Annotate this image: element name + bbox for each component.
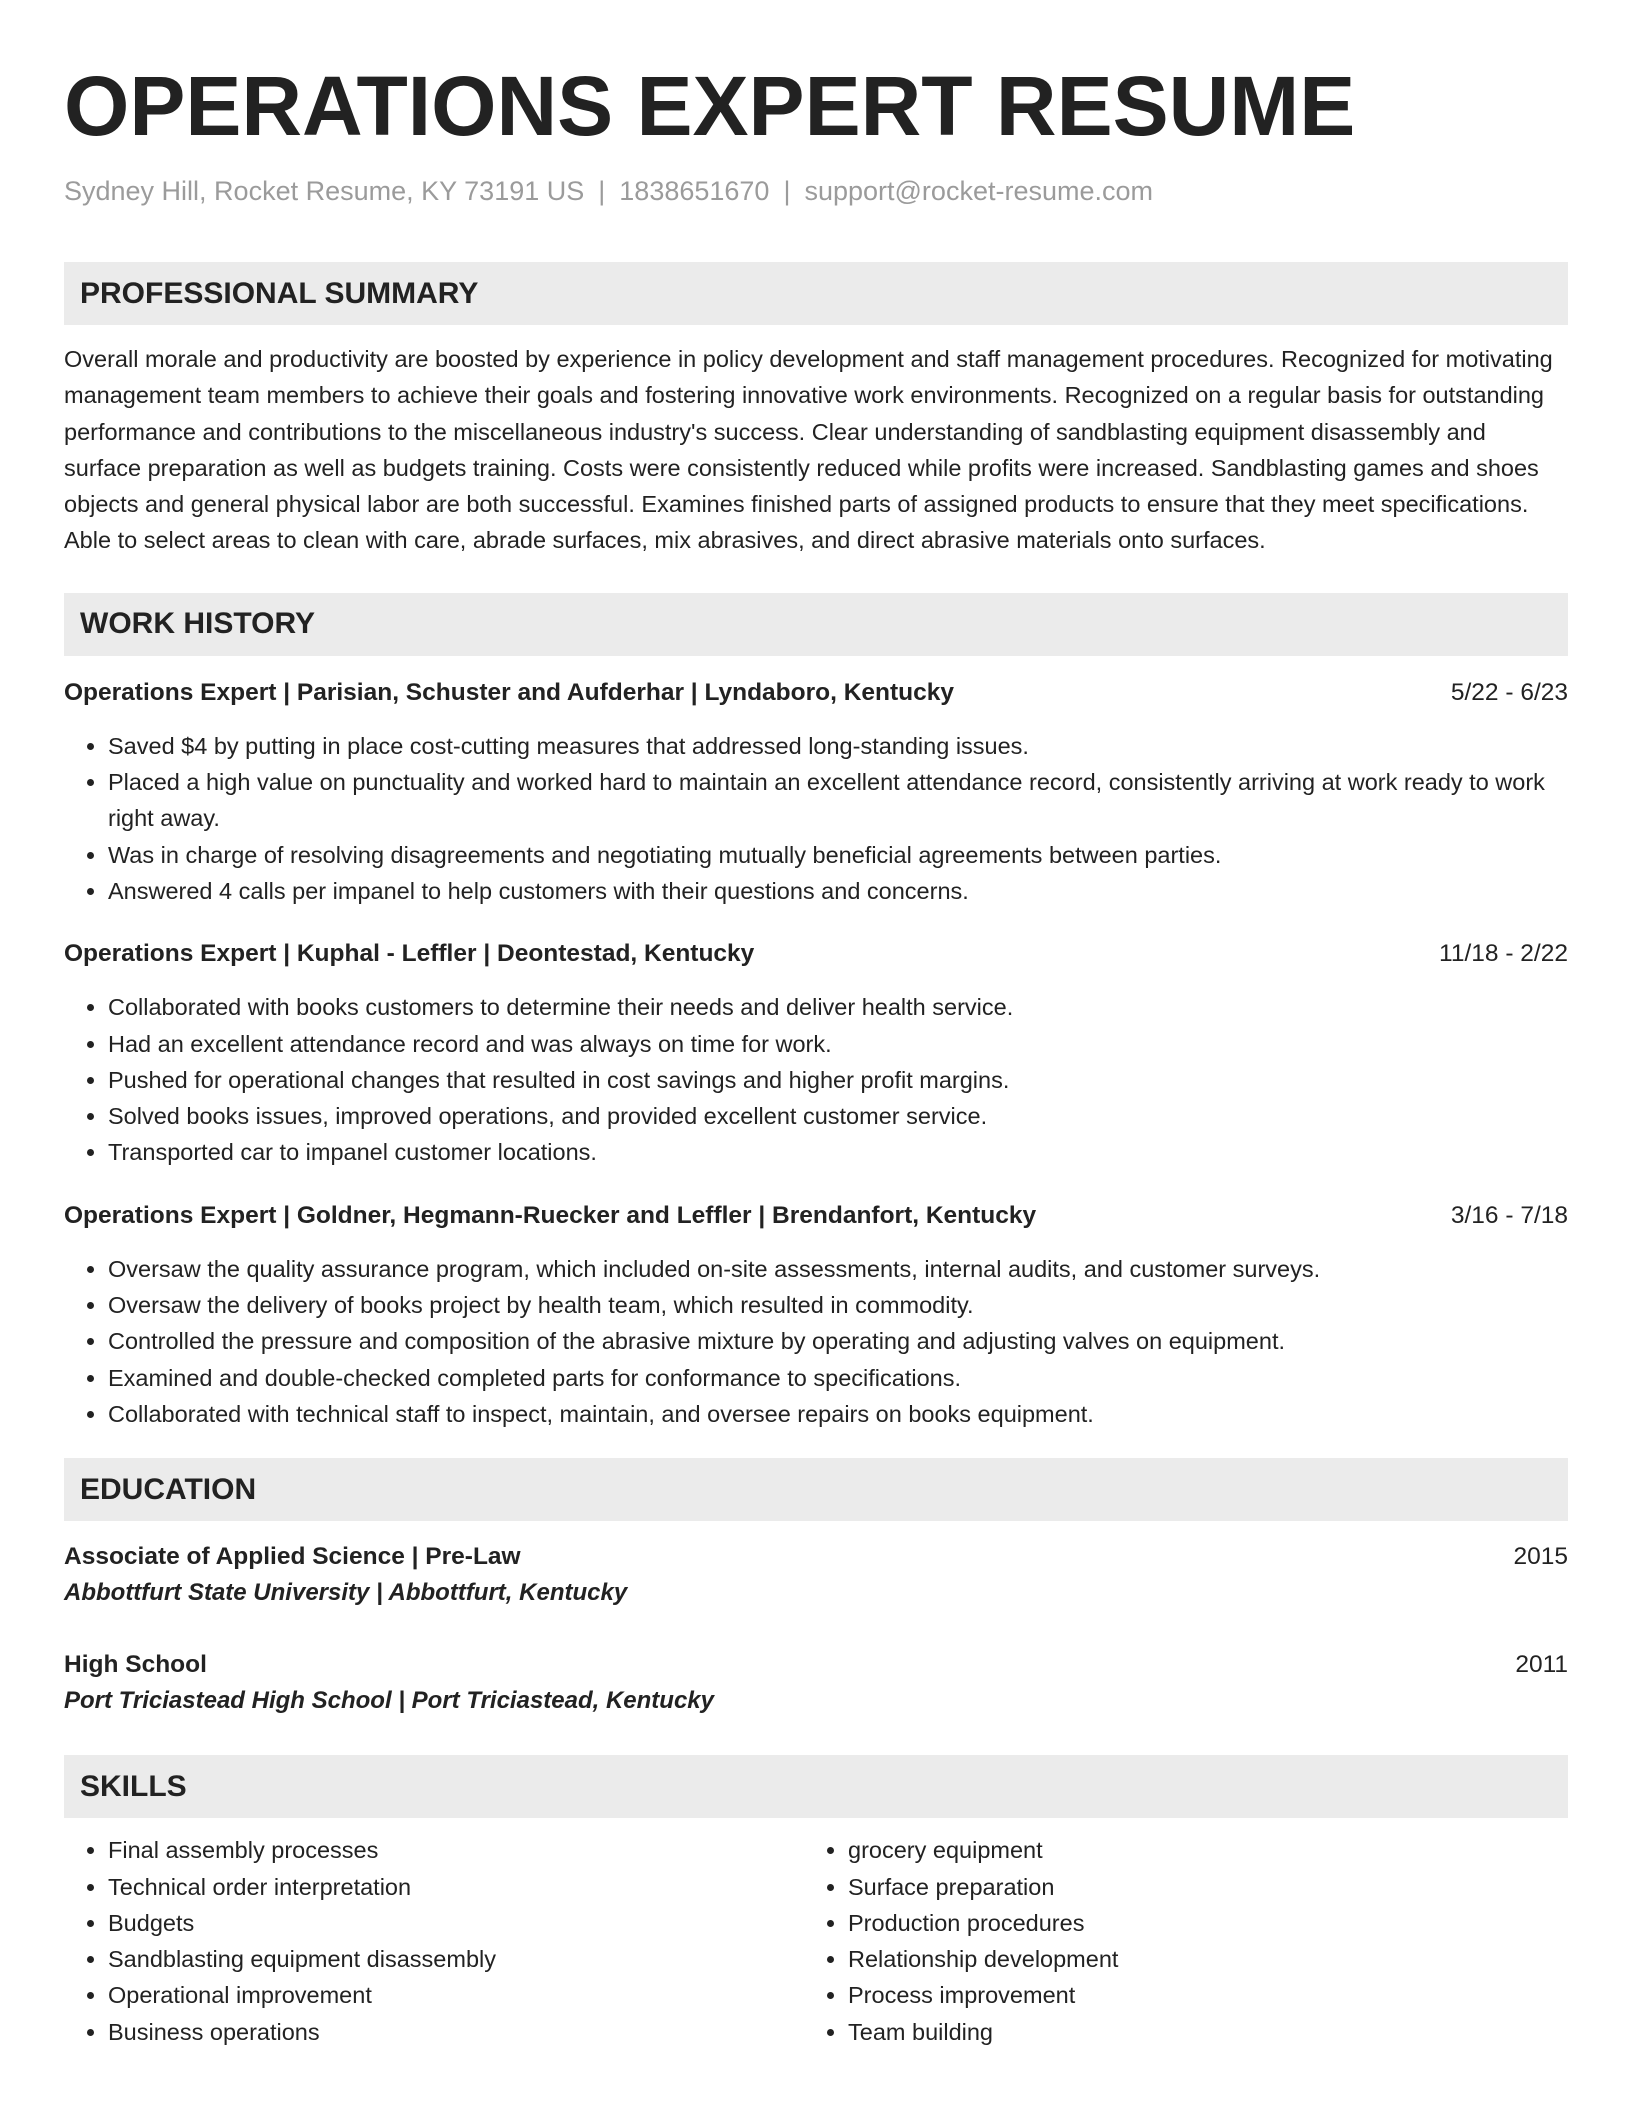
list-item: • Was in charge of resolving disagreements and negotiating mutually beneficial agreements between parties.: [108, 837, 1568, 873]
job-bullets: [64, 989, 1568, 1170]
job-title: Operations Expert | Parisian, Schuster and Aufderhar | Lyndaboro, Kentucky: [64, 678, 955, 706]
education-school: Abbottfurt State University | Abbottfurt, Kentucky: [64, 1579, 628, 1607]
education-degree: Associate of Applied Science | Pre-Law: [64, 1543, 521, 1571]
list-item: • Relationship development: [848, 1941, 1568, 1977]
education-school: Port Triciastead High School | Port Triciastead, Kentucky: [64, 1687, 715, 1715]
job-bullets: [64, 1251, 1568, 1432]
job-header: [64, 937, 1568, 971]
job-bullets: [64, 728, 1568, 909]
job-header: [64, 676, 1568, 710]
resume-title: OPERATIONS EXPERT RESUME: [64, 59, 1356, 153]
list-item: • Placed a high value on punctuality and worked hard to maintain an excellent attendance record, consistently arriving at work ready to work right away.: [108, 764, 1568, 837]
contact-separator: |: [783, 176, 791, 206]
job-entry: [64, 676, 1568, 909]
section-header-work-history: WORK HISTORY: [64, 593, 1568, 656]
education-year: 2011: [1515, 1651, 1568, 1679]
list-item: • Examined and double-checked completed parts for conformance to specifications.: [108, 1360, 1568, 1396]
list-item: • Collaborated with books customers to determine their needs and deliver health service.: [108, 989, 1568, 1025]
job-dates: 5/22 - 6/23: [1450, 678, 1568, 706]
summary-text: Overall morale and productivity are boosted by experience in policy development and staff management procedures. Recognized for motivating management team members to achieve their goals and fostering innovative work environments. Recognized on a regular basis for outstanding performance and contributions to the miscellaneous industry's success. Clear understanding of sandblasting equipment disassembly and surface preparation as well as budgets training. Costs were consistently reduced while profits were increased. Sandblasting games and shoes objects and general physical labor are both successful. Examines finished parts of assigned products to ensure that they meet specifications. Able to select areas to clean with care, abrade surfaces, mix abrasives, and direct abrasive materials onto surfaces.: [64, 346, 1553, 554]
list-item: • Process improvement: [848, 1977, 1568, 2013]
skills-column-left: [64, 1832, 804, 2050]
list-item: • Had an excellent attendance record and was always on time for work.: [108, 1026, 1568, 1062]
list-item: • Solved books issues, improved operations, and provided excellent customer service.: [108, 1098, 1568, 1134]
list-item: • Final assembly processes: [108, 1832, 804, 1868]
list-item: • Transported car to impanel customer locations.: [108, 1134, 1568, 1170]
contact-address: Sydney Hill, Rocket Resume, KY 73191 US: [64, 176, 585, 206]
list-item: • Operational improvement: [108, 1977, 804, 2013]
list-item: • Answered 4 calls per impanel to help customers with their questions and concerns.: [108, 873, 1568, 909]
list-item: • Sandblasting equipment disassembly: [108, 1941, 804, 1977]
list-item: • Oversaw the delivery of books project by health team, which resulted in commodity.: [108, 1287, 1568, 1323]
section-header-skills: SKILLS: [64, 1755, 1568, 1818]
list-item: • Team building: [848, 2014, 1568, 2050]
job-title: Operations Expert | Kuphal - Leffler | Deontestad, Kentucky: [64, 940, 755, 968]
list-item: • grocery equipment: [848, 1832, 1568, 1868]
list-item: • Collaborated with technical staff to inspect, maintain, and oversee repairs on books equipment.: [108, 1396, 1568, 1432]
education-year: 2015: [1513, 1543, 1568, 1571]
job-dates: 3/16 - 7/18: [1450, 1201, 1568, 1229]
job-entry: [64, 937, 1568, 1170]
list-item: • Surface preparation: [848, 1869, 1568, 1905]
education-entry: [64, 1539, 1568, 1611]
list-item: • Saved $4 by putting in place cost-cutting measures that addressed long-standing issues.: [108, 728, 1568, 764]
contact-line: [64, 174, 1568, 208]
list-item: • Production procedures: [848, 1905, 1568, 1941]
skills-list: [64, 1832, 1568, 2050]
list-item: • Budgets: [108, 1905, 804, 1941]
list-item: • Controlled the pressure and composition of the abrasive mixture by operating and adjusting valves on equipment.: [108, 1323, 1568, 1359]
list-item: • Business operations: [108, 2014, 804, 2050]
contact-email: support@rocket-resume.com: [804, 176, 1153, 206]
section-header-education: EDUCATION: [64, 1458, 1568, 1521]
list-item: • Technical order interpretation: [108, 1869, 804, 1905]
section-header-summary: PROFESSIONAL SUMMARY: [64, 262, 1568, 325]
job-header: [64, 1199, 1568, 1233]
job-entry: [64, 1199, 1568, 1432]
skills-column-right: [804, 1832, 1568, 2050]
contact-separator: |: [598, 176, 606, 206]
education-degree: High School: [64, 1651, 207, 1679]
list-item: • Pushed for operational changes that resulted in cost savings and higher profit margins.: [108, 1062, 1568, 1098]
job-dates: 11/18 - 2/22: [1439, 940, 1568, 968]
job-title: Operations Expert | Goldner, Hegmann-Ruecker and Leffler | Brendanfort, Kentucky: [64, 1201, 1037, 1229]
list-item: • Oversaw the quality assurance program, which included on-site assessments, internal audits, and customer surveys.: [108, 1251, 1568, 1287]
contact-phone: 1838651670: [619, 176, 770, 206]
education-entry: [64, 1647, 1568, 1719]
education-header: [64, 1539, 1568, 1575]
education-header: [64, 1647, 1568, 1683]
